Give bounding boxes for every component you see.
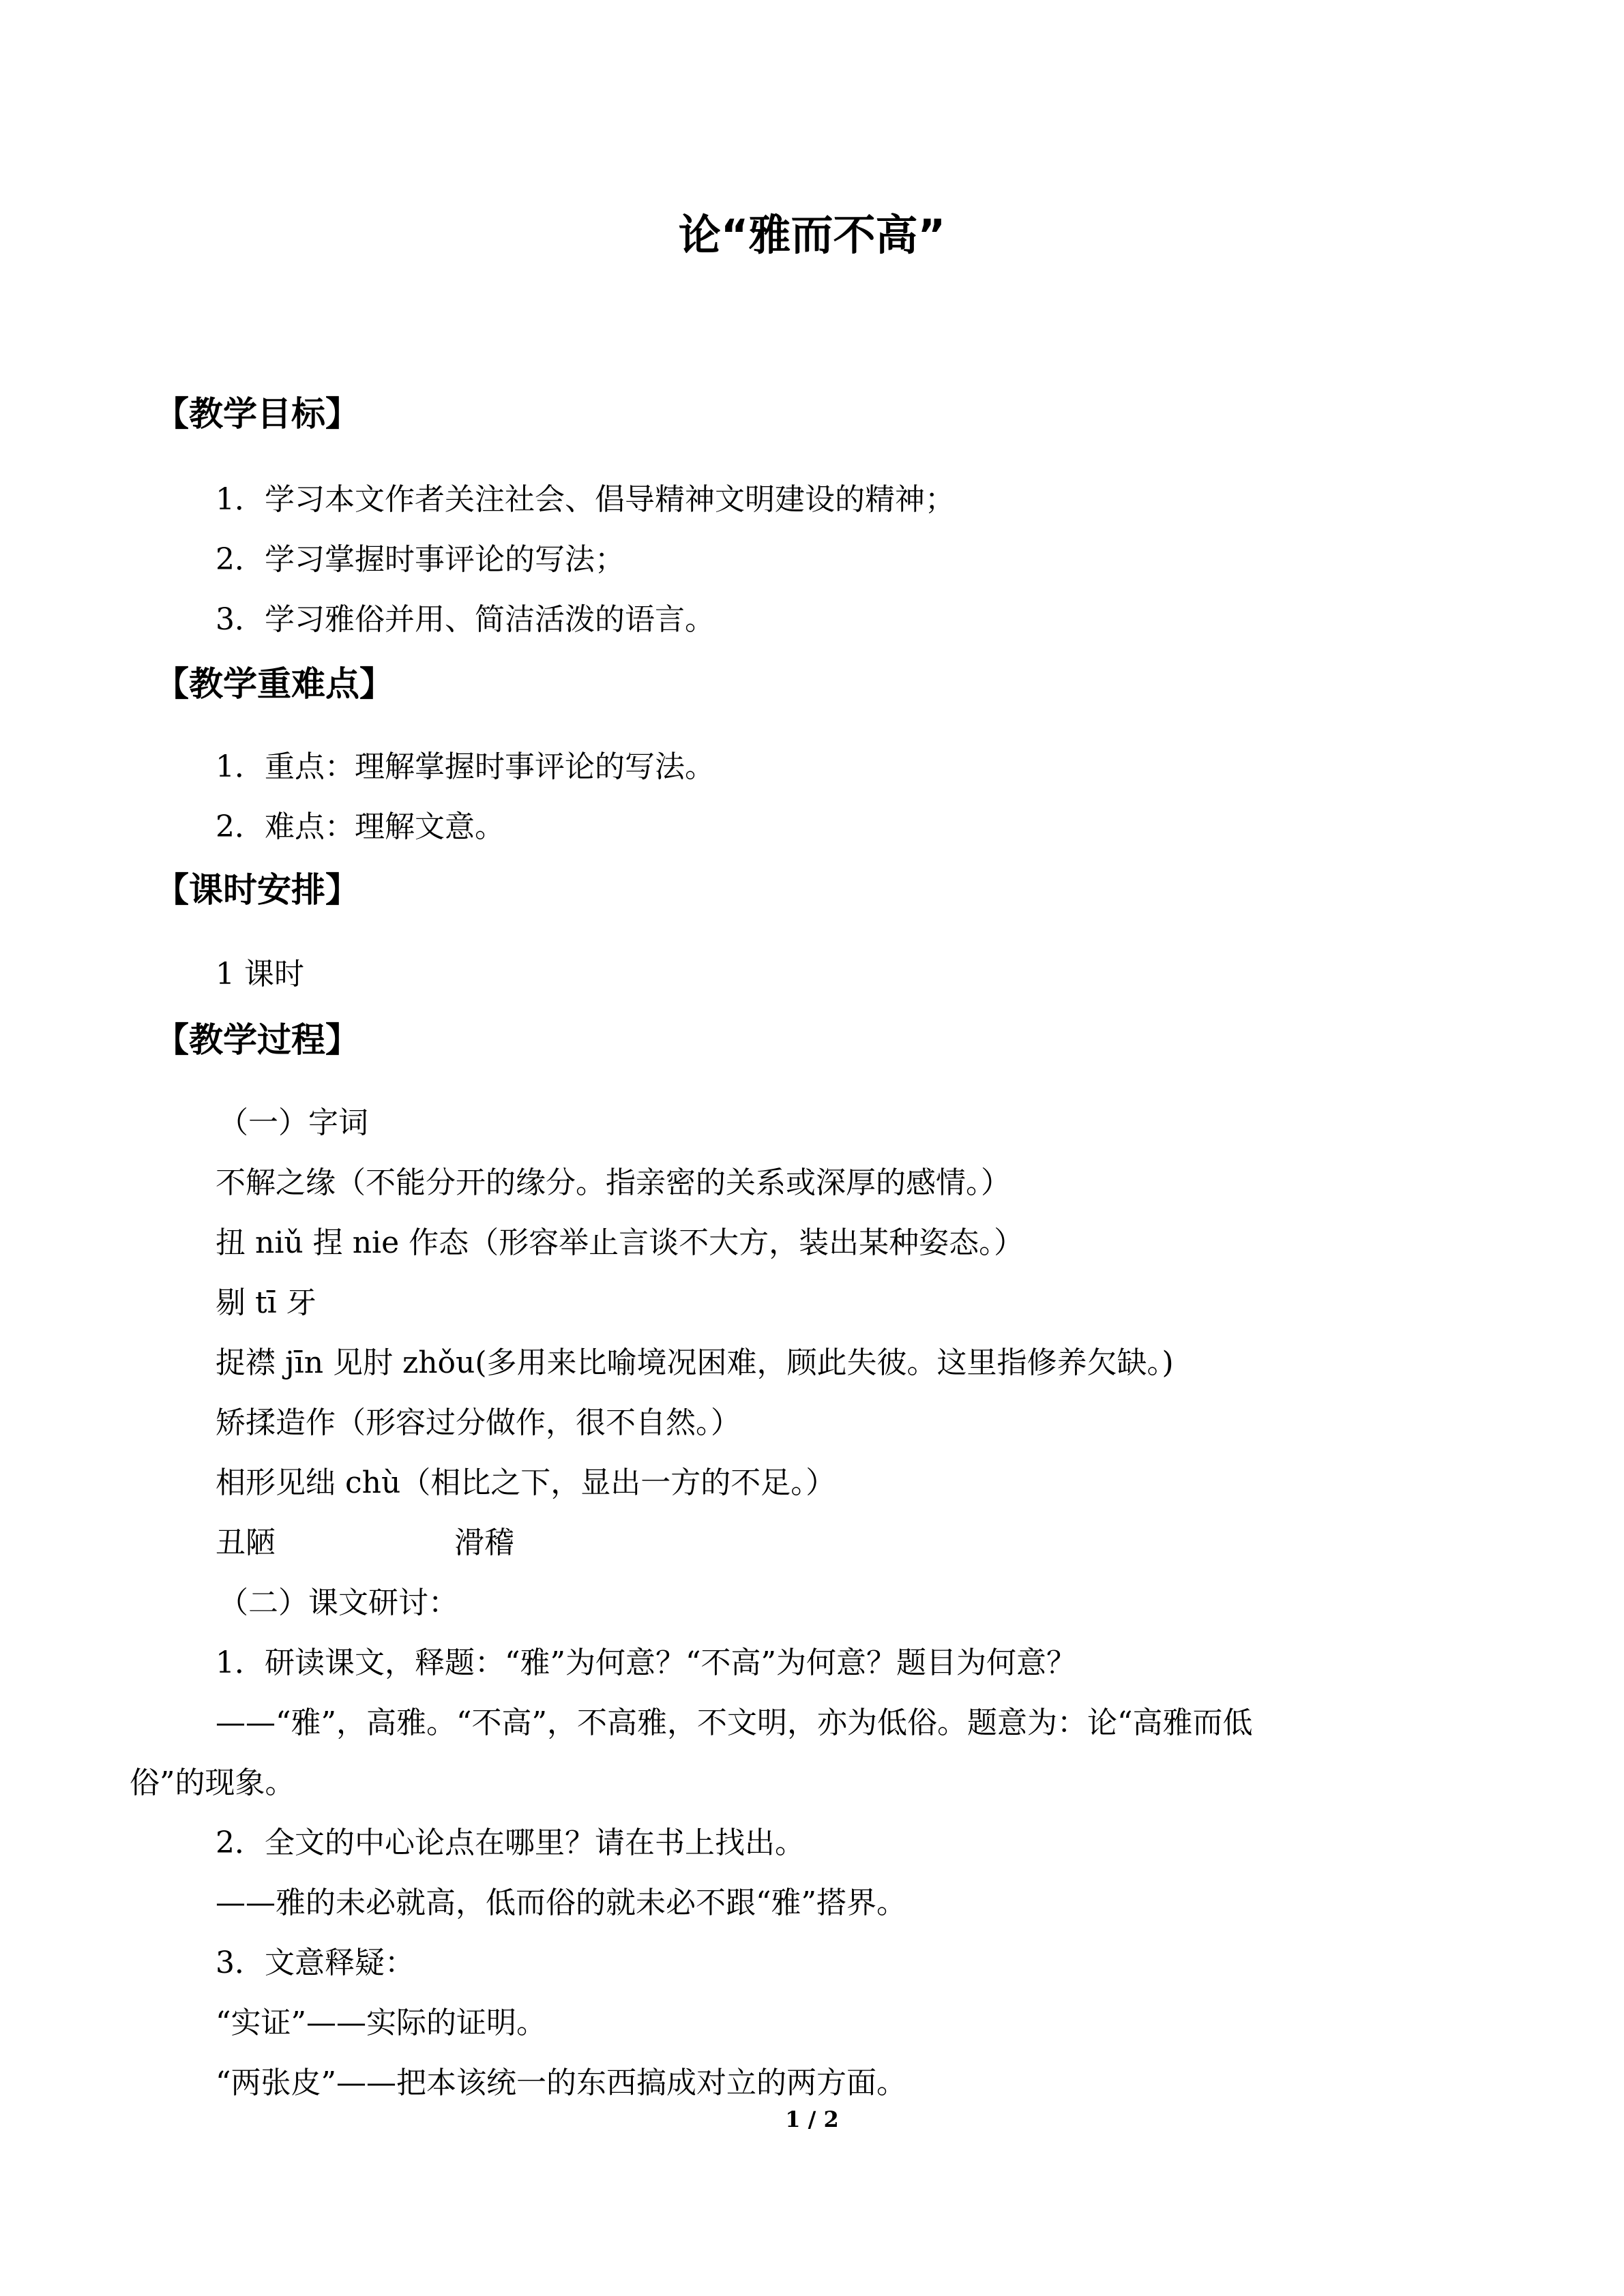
process-subheading: （一）字词 xyxy=(218,1105,368,1140)
key-point-item: 1．重点：理解掌握时事评论的写法。 xyxy=(216,749,715,784)
section-heading-process: 【教学过程】 xyxy=(155,1020,359,1060)
key-point-item: 2．难点：理解文意。 xyxy=(216,809,505,844)
section-heading-schedule: 【课时安排】 xyxy=(155,870,359,910)
page-indicator: 1 / 2 xyxy=(785,2106,839,2132)
vocab-line xyxy=(216,1521,514,1565)
document-title: 论“雅而不高” xyxy=(678,210,946,260)
discussion-line: 1．研读课文，释题：“雅”为何意？“不高”为何意？题目为何意？ xyxy=(216,1645,1076,1680)
schedule-item: 1 课时 xyxy=(216,957,304,992)
vocab-line: 相形见绌 chù（相比之下，显出一方的不足。） xyxy=(216,1465,836,1500)
process-subheading: （二）课文研讨： xyxy=(218,1585,458,1620)
discussion-line: ——“雅”，高雅。“不高”，不高雅，不文明，亦为低俗。题意为：论“高雅而低 xyxy=(216,1705,1253,1740)
discussion-line: 2．全文的中心论点在哪里？请在书上找出。 xyxy=(216,1825,805,1860)
objective-item: 2．学习掌握时事评论的写法； xyxy=(216,542,625,577)
vocab-word: 滑稽 xyxy=(454,1525,514,1560)
discussion-line: 俗”的现象。 xyxy=(130,1765,295,1800)
section-heading-key-points: 【教学重难点】 xyxy=(155,664,394,704)
vocab-line: 捉襟 jīn 见肘 zhǒu(多用来比喻境况困难，顾此失彼。这里指修养欠缺。) xyxy=(216,1345,1174,1380)
vocab-line: 扭 niǔ 捏 nie 作态（形容举止言谈不大方，装出某种姿态。） xyxy=(216,1225,1024,1260)
vocab-line: 不解之缘（不能分开的缘分。指亲密的关系或深厚的感情。） xyxy=(216,1165,1011,1200)
objective-item: 3．学习雅俗并用、简洁活泼的语言。 xyxy=(216,602,715,637)
vocab-line: 矫揉造作（形容过分做作，很不自然。） xyxy=(216,1405,741,1440)
discussion-line: “两张皮”——把本该统一的东西搞成对立的两方面。 xyxy=(216,2066,906,2100)
discussion-line: ——雅的未必就高，低而俗的就未必不跟“雅”搭界。 xyxy=(216,1885,906,1920)
discussion-line: 3．文意释疑： xyxy=(216,1945,415,1980)
vocab-word: 丑陋 xyxy=(216,1525,276,1560)
vocab-line: 剔 tī 牙 xyxy=(216,1285,316,1320)
discussion-line: “实证”——实际的证明。 xyxy=(216,2006,546,2040)
objective-item: 1．学习本文作者关注社会、倡导精神文明建设的精神； xyxy=(216,482,955,517)
section-heading-objectives: 【教学目标】 xyxy=(155,394,359,434)
